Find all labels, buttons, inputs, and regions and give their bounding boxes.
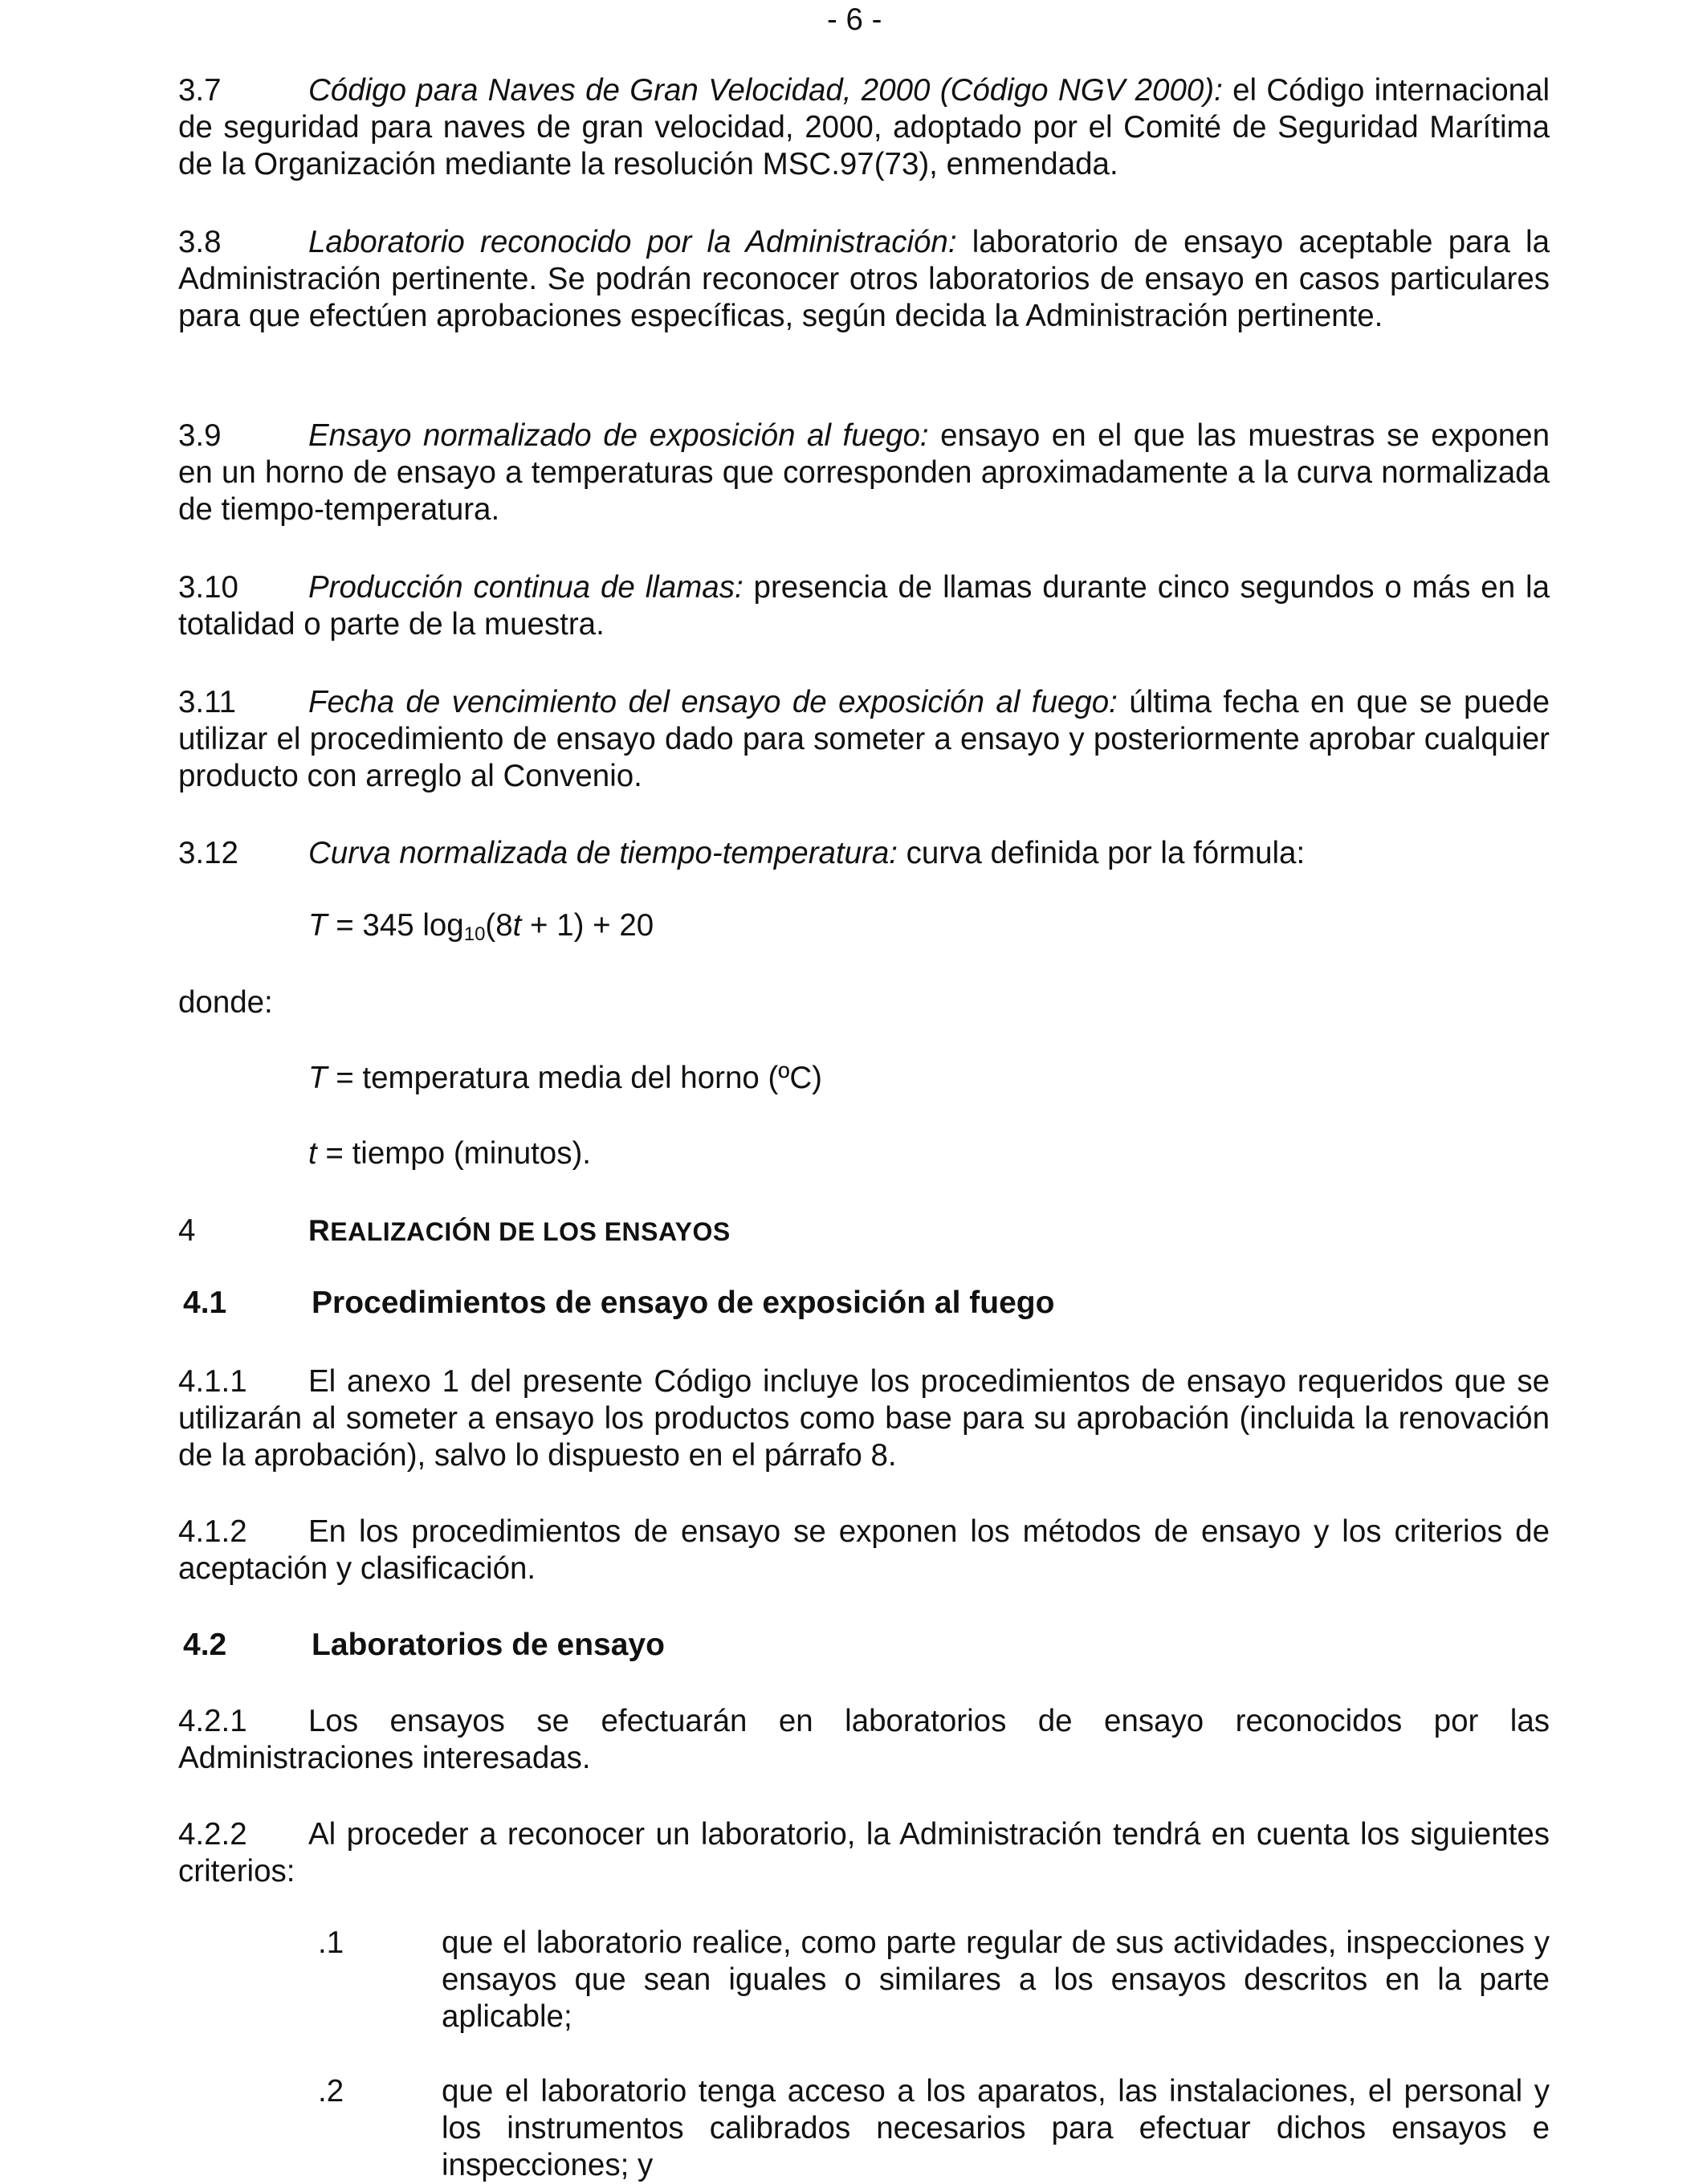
- formula-argument-open: (8: [485, 908, 513, 943]
- paragraph-number: 3.7: [178, 73, 222, 108]
- subsection-title: Procedimientos de ensayo de exposición al fuego: [312, 1286, 1055, 1320]
- paragraph-number: 4.1.1: [178, 1364, 247, 1399]
- subsection-heading-4-2: [183, 1627, 665, 1664]
- paragraph-number: 3.11: [178, 685, 237, 719]
- where-item-temperature: [308, 1060, 822, 1097]
- definition-text: laboratorio de ensayo aceptable para la Administración pertinente. Se podrán reconocer otros laboratorios de ensayo en casos particulares para que efectúen aprobaciones específicas, según decida la Administración pertinente.: [178, 225, 1550, 333]
- definition-3-11: [178, 684, 1550, 795]
- paragraph-4-2-2: [178, 1816, 1550, 1890]
- variable-definition: = tiempo (minutos).: [316, 1136, 591, 1171]
- subsection-title: Laboratorios de ensayo: [312, 1628, 665, 1662]
- defined-term: Producción continua de llamas:: [308, 570, 744, 605]
- paragraph-text: Al proceder a reconocer un laboratorio, la Administración tendrá en cuenta los siguientes criterios:: [178, 1817, 1550, 1889]
- paragraph-number: 4.2.1: [178, 1704, 247, 1738]
- defined-term: Fecha de vencimiento del ensayo de exposición al fuego:: [308, 685, 1118, 719]
- paragraph-4-1-1: [178, 1363, 1550, 1474]
- page-number: - 6 -: [827, 2, 882, 37]
- subsection-number: 4.1: [183, 1286, 227, 1320]
- list-marker: .2: [318, 2074, 344, 2109]
- formula-log-base: 10: [463, 923, 486, 945]
- definition-3-10: [178, 569, 1550, 643]
- definition-3-7: [178, 72, 1550, 183]
- defined-term: Código para Naves de Gran Velocidad, 2000 (Código NGV 2000):: [308, 73, 1223, 108]
- section-number: 4: [178, 1213, 196, 1248]
- variable-definition: = temperatura media del horno (ºC): [327, 1061, 822, 1095]
- section-title: EALIZACIÓN DE LOS ENSAYOS: [330, 1217, 731, 1246]
- paragraph-text: En los procedimientos de ensayo se exponen los métodos de ensayo y los criterios de aceptación y clasificación.: [178, 1514, 1550, 1586]
- definition-text: curva definida por la fórmula:: [897, 836, 1306, 870]
- definition-text: el Código internacional de seguridad para naves de gran velocidad, 2000, adoptado por el Comité de Seguridad Marítima de la Organización mediante la resolución MSC.97(73), enmendada.: [178, 73, 1550, 181]
- section-heading-4: [178, 1212, 731, 1250]
- criterion-item-2: [318, 2073, 1550, 2184]
- criterion-text: que el laboratorio realice, como parte regular de sus actividades, inspecciones y ensayos que sean iguales o similares a los ensayos descritos en la parte aplicable;: [442, 1925, 1550, 2034]
- subsection-heading-4-1: [183, 1285, 1054, 1322]
- subsection-number: 4.2: [183, 1628, 227, 1662]
- formula-expression: = 345 log: [327, 908, 464, 943]
- defined-term: Laboratorio reconocido por la Administración:: [308, 225, 957, 259]
- formula-variable-T: T: [308, 908, 328, 943]
- paragraph-number: 4.1.2: [178, 1514, 247, 1549]
- paragraph-text: El anexo 1 del presente Código incluye los procedimientos de ensayo requeridos que se utilizarán al someter a ensayo los productos como base para su aprobación (incluida la renovación de la aprobación), salvo lo dispuesto en el párrafo 8.: [178, 1364, 1550, 1473]
- definition-text: ensayo en el que las muestras se exponen en un horno de ensayo a temperaturas que corresponden aproximadamente a la curva normalizada de tiempo-temperatura.: [178, 418, 1550, 527]
- paragraph-number: 3.10: [178, 570, 238, 605]
- formula-variable-t: t: [512, 908, 522, 943]
- time-temperature-formula: [308, 907, 654, 944]
- paragraph-number: 3.12: [178, 836, 238, 870]
- variable-symbol: T: [308, 1061, 328, 1095]
- variable-symbol: t: [308, 1136, 317, 1171]
- definition-3-8: [178, 224, 1550, 335]
- definition-text: última fecha en que se puede utilizar el procedimiento de ensayo dado para someter a ensayo y posteriormente aprobar cualquier producto con arreglo al Convenio.: [178, 685, 1550, 793]
- paragraph-4-2-1: [178, 1703, 1550, 1777]
- paragraph-number: 3.9: [178, 418, 222, 453]
- definition-text: presencia de llamas durante cinco segundos o más en la totalidad o parte de la muestra.: [178, 570, 1550, 642]
- paragraph-number: 4.2.2: [178, 1817, 247, 1852]
- section-title-initial: R: [308, 1214, 331, 1247]
- definition-3-12: [178, 835, 1550, 872]
- paragraph-number: 3.8: [178, 225, 222, 259]
- definition-3-9: [178, 418, 1550, 528]
- paragraph-text: Los ensayos se efectuarán en laboratorios de ensayo reconocidos por las Administraciones interesadas.: [178, 1704, 1550, 1775]
- formula-argument-close: + 1) + 20: [521, 908, 654, 943]
- list-marker: .1: [318, 1925, 344, 1960]
- where-label: donde:: [178, 985, 273, 1020]
- where-item-time: [308, 1135, 591, 1172]
- paragraph-4-1-2: [178, 1514, 1550, 1587]
- criterion-text: que el laboratorio tenga acceso a los aparatos, las instalaciones, el personal y los instrumentos calibrados necesarios para efectuar dichos ensayos e inspecciones; y: [442, 2074, 1550, 2182]
- defined-term: Ensayo normalizado de exposición al fuego:: [308, 418, 929, 453]
- criterion-item-1: [318, 1925, 1550, 2035]
- defined-term: Curva normalizada de tiempo-temperatura:: [308, 836, 898, 870]
